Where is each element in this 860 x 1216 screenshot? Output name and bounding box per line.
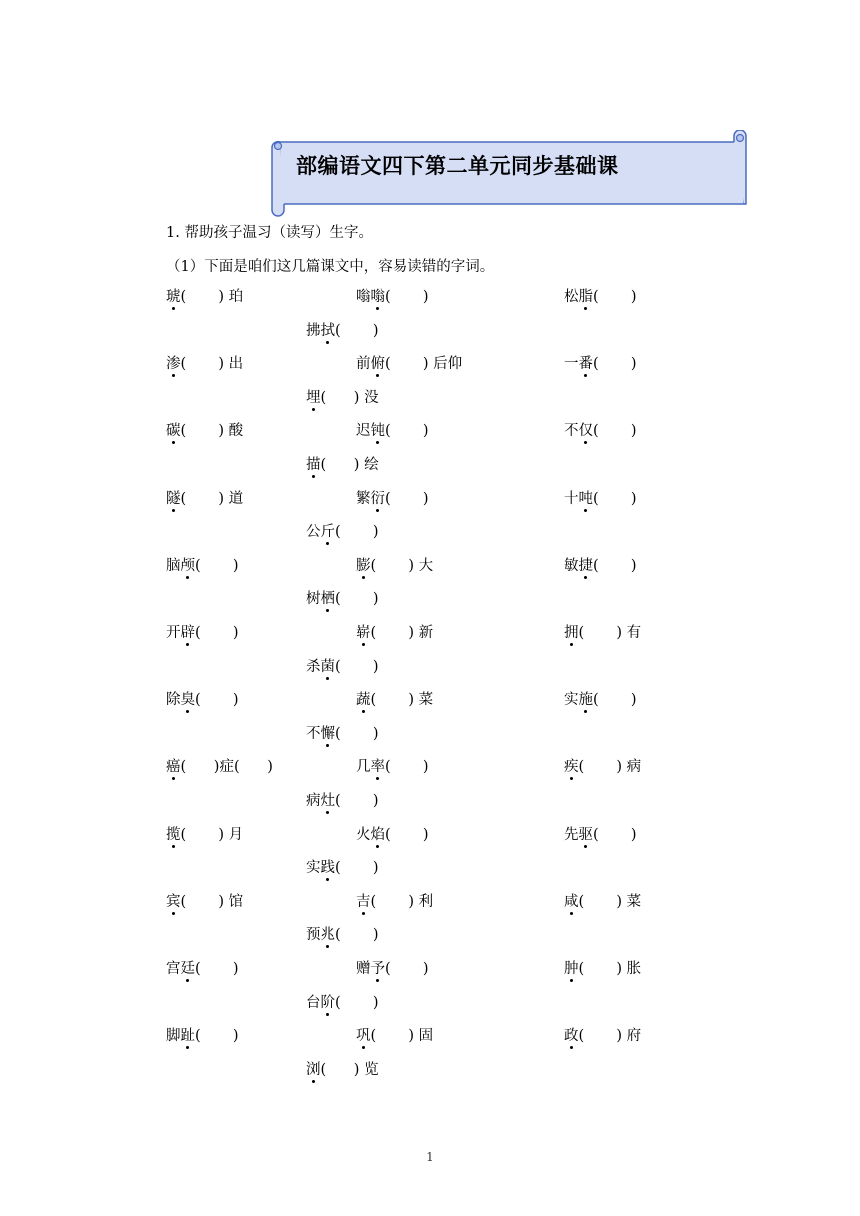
vocab-text: 火 (356, 826, 371, 843)
vocab-text: 拂 (306, 322, 321, 339)
vocab-text: ( ) 病 (578, 759, 642, 776)
vocab-item (306, 926, 379, 944)
vocab-item (564, 826, 637, 844)
vocab-item (356, 1027, 433, 1045)
vocab-text: ( ) (385, 961, 429, 977)
vocab-text: ( ) 出 (180, 356, 244, 373)
vocab-text: ( ) (335, 658, 379, 675)
dotted-character: 菌 (320, 658, 335, 675)
vocab-text: ( ) 没 (320, 389, 379, 406)
vocab-text: ( ) (335, 725, 379, 742)
vocab-text: 繁 (356, 490, 371, 507)
vocab-text: 树 (306, 591, 321, 608)
dotted-character: 廷 (180, 961, 195, 977)
dotted-character: 埋 (306, 389, 321, 406)
vocab-text: ( ) 菜 (370, 692, 434, 709)
dotted-character: 灶 (320, 793, 335, 809)
dotted-character: 驱 (578, 826, 593, 843)
vocab-text: 除 (166, 692, 181, 709)
dotted-character: 膨 (356, 557, 371, 574)
dotted-character: 崭 (356, 625, 371, 641)
dotted-character: 施 (578, 692, 593, 709)
dotted-character: 拭 (320, 322, 335, 339)
vocab-item (306, 1061, 379, 1079)
vocab-item (564, 490, 637, 508)
vocab-text: ( ) 后仰 (385, 356, 463, 373)
vocab-text: 十 (564, 490, 579, 507)
vocab-item (166, 758, 273, 776)
vocab-text: ( ) (195, 961, 239, 977)
dotted-character: 揽 (166, 826, 181, 843)
vocab-item (166, 826, 243, 844)
dotted-character: 捷 (578, 557, 593, 574)
vocab-text: ( ) (335, 524, 379, 541)
vocab-text: 嗡 (356, 289, 371, 305)
vocab-item (356, 557, 433, 575)
vocab-item (564, 355, 637, 373)
page-title: 部编语文四下第二单元同步基础课 (296, 154, 619, 178)
dotted-character: 吨 (578, 490, 593, 507)
vocab-text: ( ) (195, 1028, 239, 1045)
vocab-item (166, 355, 243, 373)
vocab-item (166, 960, 239, 978)
vocab-item (166, 490, 243, 508)
vocab-item (564, 288, 637, 306)
vocab-text: ( ) (385, 759, 429, 776)
vocab-item (306, 859, 379, 877)
vocab-text: ( ) 绘 (320, 457, 379, 473)
vocab-item (306, 523, 379, 541)
vocab-text: ( ) (195, 557, 239, 574)
vocab-text: ( ) (385, 289, 429, 305)
vocab-text: 一 (564, 356, 579, 373)
dotted-character: 描 (306, 457, 321, 473)
dotted-character: 辟 (180, 625, 195, 641)
vocab-item (306, 994, 379, 1012)
vocab-text: 脚 (166, 1028, 181, 1045)
vocab-item (306, 389, 379, 407)
vocab-item (564, 758, 641, 776)
vocab-item (356, 490, 429, 508)
vocab-text: ( ) (335, 591, 379, 608)
vocab-text: ( ) 固 (370, 1028, 434, 1045)
dotted-character: 吉 (356, 893, 371, 910)
vocab-item (306, 725, 379, 743)
vocab-text: 赠 (356, 961, 371, 977)
vocab-text: ( ) (593, 826, 637, 843)
vocab-item (356, 758, 429, 776)
vocab-text: 台 (306, 994, 321, 1011)
vocab-text: ( ) (195, 692, 239, 709)
vocab-text: ( ) 馆 (180, 893, 244, 910)
vocab-text: ( ) (593, 356, 637, 373)
dotted-character: 焰 (370, 826, 385, 843)
dotted-character: 宾 (166, 893, 181, 910)
dotted-character: 琥 (166, 289, 181, 305)
dotted-character: 予 (370, 961, 385, 977)
title-banner (268, 130, 750, 218)
vocab-text: ( ) (593, 423, 637, 440)
dotted-character: 肿 (564, 961, 579, 977)
vocab-text: 不 (306, 725, 321, 742)
vocab-text: 实 (306, 860, 321, 877)
vocab-text: ( ) (335, 860, 379, 877)
vocab-text: ( ) 菜 (578, 893, 642, 910)
vocab-item (166, 288, 243, 306)
dotted-character: 臭 (180, 692, 195, 709)
vocab-text: 开 (166, 625, 181, 641)
vocab-item (356, 691, 433, 709)
vocab-item (166, 557, 239, 575)
vocab-text: ( ) (593, 490, 637, 507)
vocab-item (356, 826, 429, 844)
vocab-item (356, 960, 429, 978)
vocab-text: ( ) 月 (180, 826, 244, 843)
vocab-text: 前 (356, 356, 371, 373)
vocab-text: ( ) 府 (578, 1028, 642, 1045)
vocab-item (356, 422, 429, 440)
vocab-item (166, 893, 243, 911)
dotted-character: 拥 (564, 625, 579, 641)
vocab-text: ( ) (593, 692, 637, 709)
vocab-text: ( ) (593, 289, 637, 305)
dotted-character: 颅 (180, 557, 195, 574)
vocab-item (356, 893, 433, 911)
vocab-text: 不 (564, 423, 579, 440)
vocab-text: ( ) 珀 (180, 289, 244, 305)
vocab-item (166, 1027, 239, 1045)
vocab-item (564, 624, 641, 642)
vocab-item (166, 691, 239, 709)
vocab-item (166, 422, 243, 440)
vocab-text: ( ) (385, 423, 429, 440)
dotted-character: 咸 (564, 893, 579, 910)
question-heading: 1. 帮助孩子温习（读写）生字。 (166, 225, 373, 241)
subquestion-heading: （1）下面是咱们这几篇课文中，容易读错的字词。 (166, 259, 495, 275)
dotted-character: 率 (370, 759, 385, 776)
dotted-character: 番 (578, 356, 593, 373)
page-number: 1 (426, 1150, 434, 1164)
vocab-item (564, 1027, 641, 1045)
vocab-text: 敏 (564, 557, 579, 574)
vocab-item (166, 624, 239, 642)
dotted-character: 政 (564, 1028, 579, 1045)
dotted-character: 脂 (578, 289, 593, 305)
vocab-item (564, 557, 637, 575)
vocab-text: 迟 (356, 423, 371, 440)
dotted-character: 渗 (166, 356, 181, 373)
vocab-text: 几 (356, 759, 371, 776)
vocab-text: ( ) (385, 826, 429, 843)
vocab-item (306, 658, 379, 676)
dotted-character: 趾 (180, 1028, 195, 1045)
vocab-item (306, 590, 379, 608)
dotted-character: 衍 (370, 490, 385, 507)
vocab-item (564, 893, 641, 911)
vocab-item (564, 422, 637, 440)
vocab-text: 脑 (166, 557, 181, 574)
vocab-text: ( ) 大 (370, 557, 434, 574)
vocab-item (306, 322, 379, 340)
dotted-character: 浏 (306, 1061, 321, 1078)
vocab-text: ( ) 胀 (578, 961, 642, 977)
dotted-character: 癌 (166, 759, 181, 776)
vocab-text: ( ) 酸 (180, 423, 244, 440)
vocab-text: 实 (564, 692, 579, 709)
vocab-text: ( ) 有 (578, 625, 642, 641)
dotted-character: 巩 (356, 1028, 371, 1045)
dotted-character: 栖 (320, 591, 335, 608)
vocab-item (306, 456, 379, 474)
dotted-character: 兆 (320, 927, 335, 944)
vocab-text: 先 (564, 826, 579, 843)
vocab-item (356, 624, 433, 642)
vocab-text: ( ) (385, 490, 429, 507)
dotted-character: 隧 (166, 490, 181, 507)
dotted-character: 碳 (166, 423, 181, 440)
dotted-character: 蔬 (356, 692, 371, 709)
vocab-text: ( ) 新 (370, 625, 434, 641)
dotted-character: 钝 (370, 423, 385, 440)
vocab-text: ( ) (335, 793, 379, 809)
vocab-item (356, 355, 462, 373)
vocab-text: ( ) 览 (320, 1061, 379, 1078)
dotted-character: 疾 (564, 759, 579, 776)
dotted-character: 懈 (320, 725, 335, 742)
vocab-item (564, 691, 637, 709)
dotted-character: 俯 (370, 356, 385, 373)
vocab-text: ( ) (335, 994, 379, 1011)
dotted-character: 阶 (320, 994, 335, 1011)
vocab-text: 公 (306, 524, 321, 541)
dotted-character: 嗡 (370, 289, 385, 305)
vocab-text: ( ) (335, 322, 379, 339)
vocab-text: ( ) (195, 625, 239, 641)
vocab-item (306, 792, 379, 810)
vocab-text: ( ) 道 (180, 490, 244, 507)
vocab-text: ( ) (593, 557, 637, 574)
vocab-text: ( )症( ) (180, 759, 273, 776)
vocab-text: ( ) 利 (370, 893, 434, 910)
vocab-text: 松 (564, 289, 579, 305)
vocab-text: 杀 (306, 658, 321, 675)
vocab-text: 预 (306, 927, 321, 944)
dotted-character: 仅 (578, 423, 593, 440)
dotted-character: 斤 (320, 524, 335, 541)
vocab-item (356, 288, 429, 306)
dotted-character: 践 (320, 860, 335, 877)
vocab-text: ( ) (335, 927, 379, 944)
vocab-text: 病 (306, 793, 321, 809)
vocab-item (564, 960, 641, 978)
vocab-text: 宫 (166, 961, 181, 977)
